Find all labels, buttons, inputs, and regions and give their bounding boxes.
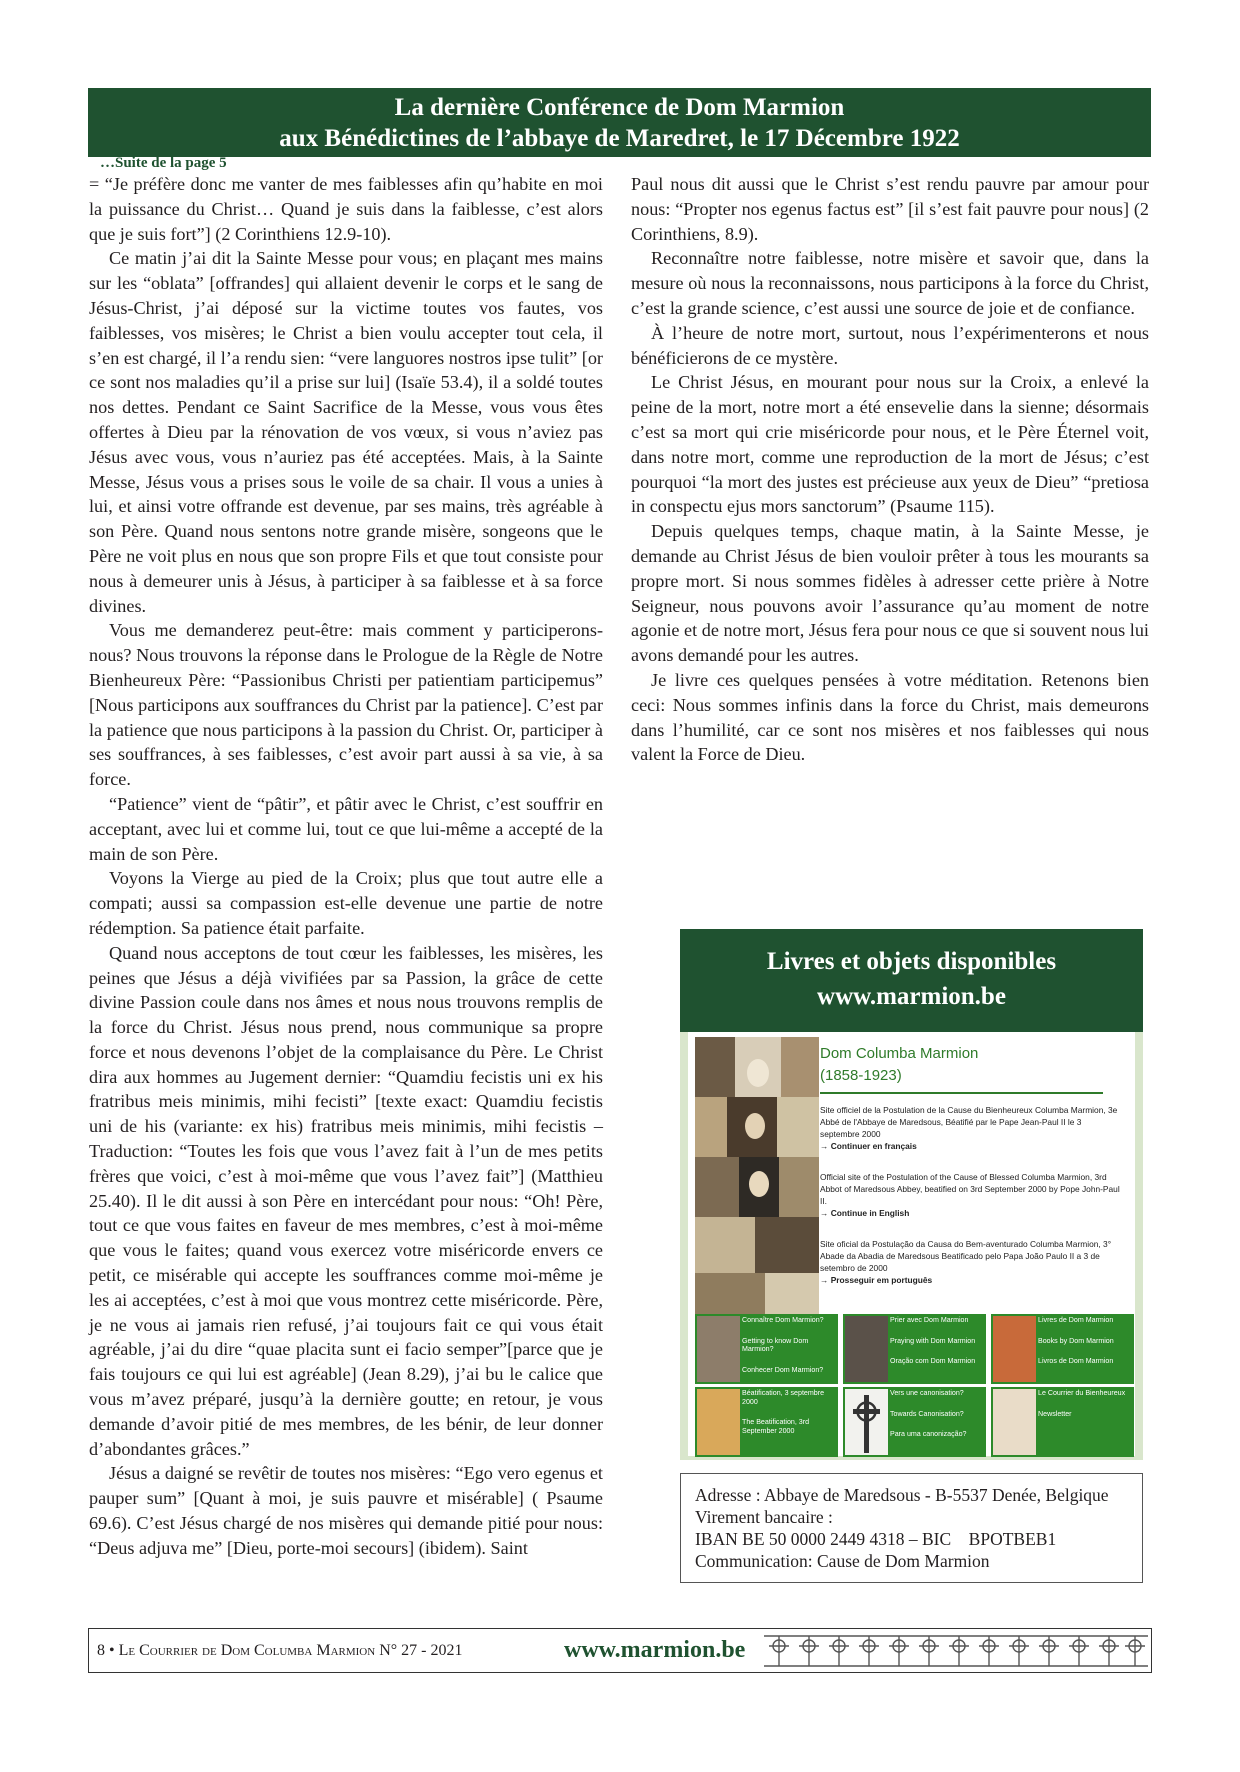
bank-label: Virement bancaire : (695, 1507, 833, 1527)
iban: IBAN BE 50 0000 2449 4318 – BIC BPOTBEB1 (695, 1529, 1057, 1549)
blurb-english: Official site of the Postulation of the Cause of Blessed Columba Marmion, 3rd Abbot of Maredsous Abbey, beatified on 3rd September 2000 by Pope John-Paul II. → Continue in English (820, 1172, 1120, 1218)
link-english[interactable]: → Continue in English (820, 1208, 910, 1218)
celtic-cross-thumb (845, 1389, 888, 1455)
ad-url[interactable]: www.marmion.be (817, 983, 1006, 1010)
paragraph: Ce matin j’ai dit la Sainte Messe pour vous; en plaçant mes mains sur les “oblata” [offrandes] qui allaient devenir le corps et le sang de Jésus-Christ, j’ai déposé sur la victime toutes vos fautes, vos faiblesses, vos misères; le Christ a bien voulu accepter tout cela, il s’en est chargé, il l’a rendu sien: “vere languores nostros ipse tulit” [or ce sont nos maladies qu’il a prise sur lui] (Isaïe 53.4), il a soldé toutes nos dettes. Pendant ce Saint Sacrifice de la Messe, vous vous êtes offertes à Dieu par la rénovation de vos vœux, si vous n’aviez pas Jésus avec vous, vous n’auriez pas été acceptées. Mais, à la Sainte Messe, Jésus vous a prises sous le voile de sa chair. Il vous a unies à lui, et ainsi votre offrande est devenue, par ses mains, très agréable à son Père. Quand nous sentons notre grande misère, songeons que le Père ne voit plus en nous que son propre Fils et que tout consiste pour nous à demeurer unis à Jésus, à participer à sa faiblesse et à sa force divines. (89, 248, 603, 616)
ad-header (680, 929, 1143, 1032)
issue-number: N° 27 - 2021 (379, 1642, 463, 1659)
paragraph: Paul nous dit aussi que le Christ s’est rendu pauvre par amour pour nous: “Propter nos egenus factus est” [il s’est fait pauvre pour nous] (2 Corinthiens, 8.9). (631, 174, 1149, 244)
tile-pray[interactable]: Prier avec Dom Marmion Praying with Dom Marmion Oração com Dom Marmion (843, 1314, 986, 1384)
footer-publication (97, 1642, 462, 1660)
portrait-collage (695, 1037, 819, 1323)
paragraph: “Patience” vient de “pâtir”, et pâtir avec le Christ, c’est souffrir en acceptant, avec lui et comme lui, tout ce que lui-même a accepté de la main de son Père. (89, 793, 603, 864)
navigation-tiles (695, 1314, 1135, 1456)
paragraph: Je livre ces quelques pensées à votre méditation. Retenons bien ceci: Nous sommes infinis dans la force du Christ, mais demeurons dans l’humilité, car ce sont nos misères et nos faiblesses qui nous valent la Force de Dieu. (631, 669, 1149, 765)
tomb-thumb (845, 1316, 888, 1382)
paragraph: Quand nous acceptons de tout cœur les faiblesses, les misères, les peines que Jésus a déjà vivifiées par sa Passion, la grâce de cette divine Passion coule dans nos âmes et nous nous trouvons remplis de la force du Christ. Jésus nous prend, nous communique sa propre force et nous devenons l’objet de la complaisance du Père. Le Christ dira aux hommes au Jugement dernier: “Quamdiu fecistis uni ex his fratribus meis minimis, mihi fecisti” [texte exact: Quamdiu fecistis uni de his (variante: ex his) fratribus meis minimis, mihi fecistis – Traduction: “Toutes les fois que vous l’avez fait à l’un de mes petits frères que voici, c’est à moi-même que vous l’avez fait”] (Matthieu 25.40). Il le dit aussi à son Père en intercédant pour nous: “Oh! Père, tout ce que vous faites en faveur de mes membres, c’est à moi-même que vous le faites; quand vous exercez votre miséricorde envers ce petit, ce misérable qui accepte les souffrances comme moi-même je les ai acceptées, c’est à moi que vous montrez cette miséricorde. Père, je ne vous ai jamais rien refusé, j’ai toujours fait ce qui vous était agréable, j’ai du dire “quae placita sunt ei facio semper”[parce que je fais toujours ce qui lui est agréable] (Jean 8.29), j’ai bu le calice que vous m’avez préparé, jusqu’à la dernière goutte; en retour, je vous demande d’avoir pitié de mes membres, de les bénir, de leur donner d’abondantes grâces.” (89, 942, 603, 1459)
tile-know-marmion[interactable]: Connaître Dom Marmion? Getting to know Dom Marmion? Conhecer Dom Marmion? (695, 1314, 838, 1384)
newsletter-thumb (993, 1389, 1036, 1455)
paragraph: = “Je préfère donc me vanter de mes faiblesses afin qu’habite en moi la puissance du Christ… Quand je suis dans la faiblesse, c’est alors que je suis fort”] (2 Corinthiens 12.9-10). (89, 174, 603, 244)
communication: Communication: Cause de Dom Marmion (695, 1551, 990, 1571)
link-french[interactable]: → Continuer en français (820, 1141, 917, 1151)
tile-canonisation[interactable]: Vers une canonisation? Towards Canonisation? Para uma canonização? (843, 1387, 986, 1457)
article-column-right (631, 172, 1149, 767)
paragraph: Voyons la Vierge au pied de la Croix; plus que tout autre elle a compati; aussi sa compassion est-elle devenue une partie de notre rédemption. Sa patience était parfaite. (89, 868, 603, 938)
article-column-left (89, 172, 603, 1561)
paragraph: Depuis quelques temps, chaque matin, à la Sainte Messe, je demande au Christ Jésus de bien vouloir prêter à tous les mourants sa propre mort. Si nous sommes fidèles à adresser cette prière à Notre Seigneur, nous pouvons avoir l’assurance qu’au moment de notre agonie et de notre mort, Jésus fera pour nous ce que si souvent nous lui avons demandé pour les autres. (631, 521, 1149, 666)
blurb-portuguese: Site oficial da Postulação da Causa do Bem-aventurado Columba Marmion, 3° Abade da Abadia de Maredsous Beatificado pelo Papa João Paulo II a 3 de setembro de 2000 → Prosseguir em português (820, 1238, 1120, 1286)
publication-name: Le Courrier de Dom Columba Marmion (118, 1642, 376, 1659)
site-title: Dom Columba Marmion (1858-1923) (820, 1045, 979, 1084)
blurb-french: Site officiel de la Postulation de la Cause du Bienheureux Columba Marmion, 3e Abbé de l'Abbaye de Maredsous, Béatifié par le Pape Jean-Paul II le 3 septembre 2000 → Continuer en français (820, 1104, 1120, 1152)
book-cover-thumb (993, 1316, 1036, 1382)
title-line-1: La dernière Conférence de Dom Marmion (394, 94, 845, 121)
link-portuguese[interactable]: → Prosseguir em português (820, 1275, 933, 1285)
monk-portrait-thumb (697, 1316, 740, 1382)
paragraph: Reconnaître notre faiblesse, notre misère et savoir que, dans la mesure où nous la reconnaissons, nous participons à la force du Christ, c’est la grande science, c’est aussi une source de joie et de confiance. (631, 248, 1149, 318)
website-screenshot (688, 1032, 1135, 1456)
tile-beatification[interactable]: Béatification, 3 septembre 2000 The Beatification, 3rd September 2000 (695, 1387, 838, 1457)
title-rule (820, 1092, 1103, 1094)
page-footer (88, 1628, 1152, 1673)
tile-books[interactable]: Livres de Dom Marmion Books by Dom Marmion Livros de Dom Marmion (991, 1314, 1134, 1384)
page-number: 8 • (97, 1642, 115, 1659)
books-advertisement (680, 929, 1143, 1460)
title-line-2: aux Bénédictines de l’abbaye de Maredret, le 17 Décembre 1922 (279, 125, 960, 152)
tile-newsletter[interactable]: Le Courrier du Bienheureux Newsletter (991, 1387, 1134, 1457)
paragraph: Le Christ Jésus, en mourant pour nous sur la Croix, a enlevé la peine de la mort, notre mort a été ensevelie dans la sienne; désormais c’est sa mort qui crie miséricorde pour nous, et le Père Éternel voit, dans notre mort, comme une reproduction de la mort de Jésus; c’est pourquoi “la mort des justes est précieuse aux yeux de Dieu” “pretiosa in conspectu ejus mors sanctorum” (Psaume 115). (631, 372, 1149, 517)
article-title-banner (88, 88, 1151, 157)
paragraph: Jésus a daigné se revêtir de toutes nos misères: “Ego vero egenus et pauper sum” [Quant à moi, je suis pauvre et misérable] ( Psaume 69.6). C’est Jésus chargé de nos misères qui demande pitié pour nous: “Deus adjuva me” [Dieu, porte-moi secours] (ibidem). Saint (89, 1463, 603, 1558)
ad-title: Livres et objets disponibles (766, 948, 1057, 975)
footer-url[interactable]: www.marmion.be (564, 1637, 746, 1663)
paragraph: Vous me demanderez peut-être: mais comment y participerons-nous? Nous trouvons la réponse dans le Prologue de la Règle de Notre Bienheureux Père: “Passionibus Christi per patientiam participemus” [Nous participons aux souffrances du Christ par la patience]. C’est par la patience que nous participons à la passion du Christ. Or, participer à ses souffrances, à ses faiblesses, c’est avoir part aussi à sa vie, à sa force. (89, 620, 603, 790)
address-box (680, 1473, 1143, 1583)
continued-note: …Suite de la page 5 (100, 155, 227, 171)
paragraph: À l’heure de notre mort, surtout, nous l’expérimenterons et nous bénéficierons de ce mystère. (631, 322, 1149, 368)
beatification-thumb (697, 1389, 740, 1455)
celtic-cross-border-ornament (764, 1632, 1148, 1670)
address-line: Adresse : Abbaye de Maredsous - B-5537 Denée, Belgique (695, 1485, 1109, 1505)
